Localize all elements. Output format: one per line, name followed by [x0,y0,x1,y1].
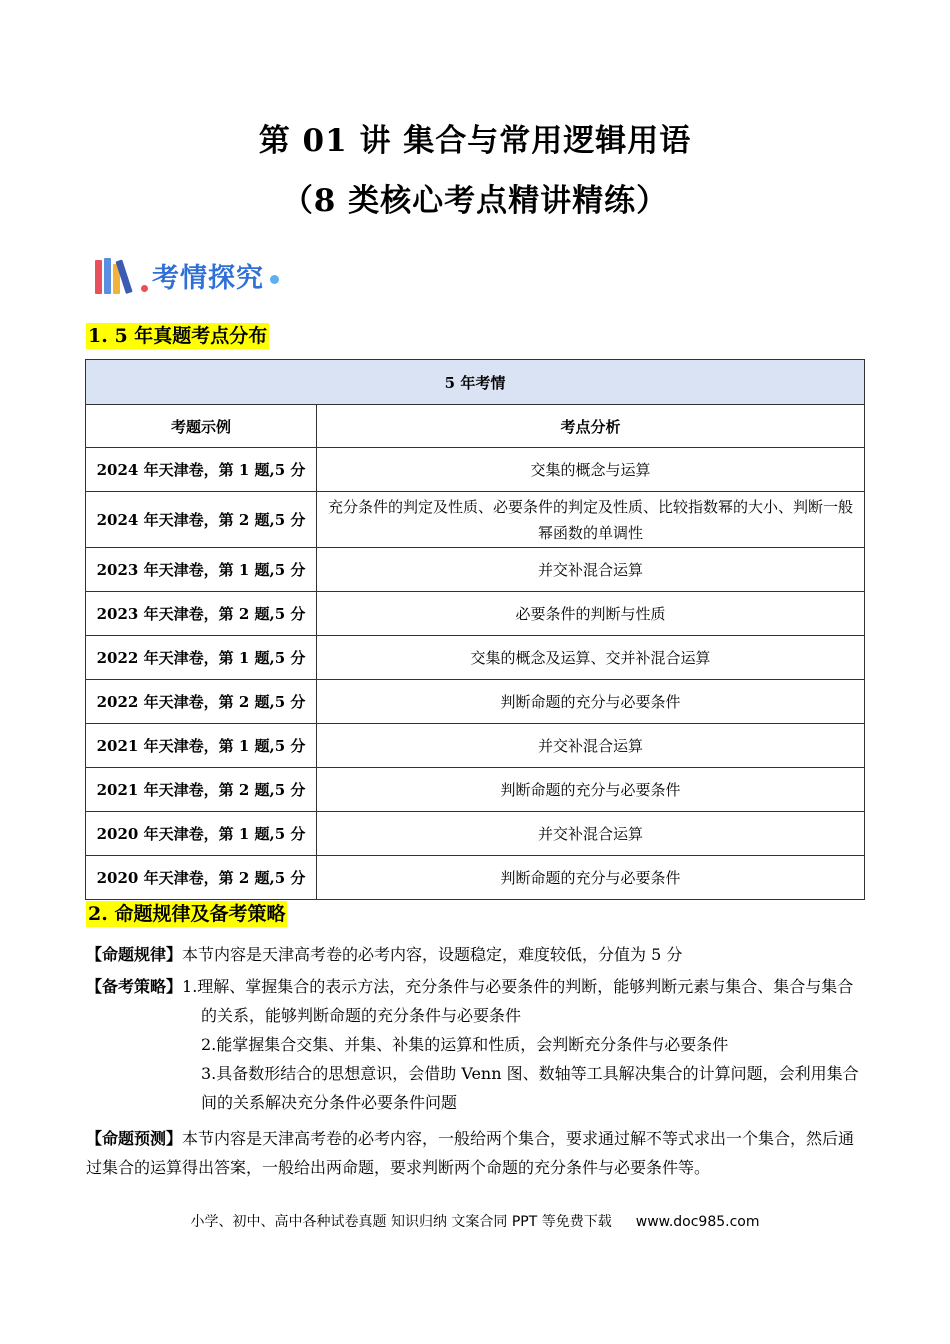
strategy-item: 3.具备数形结合的思想意识，会借助 Venn 图、数轴等工具解决集合的计算问题，会利用集合间的关系解决充分条件必要条件问题 [201,1064,859,1112]
footer-text: 小学、初中、高中各种试卷真题 知识归纳 文案合同 PPT 等免费下载 [190,1214,612,1230]
exam-cell: 2023 年天津卷，第 1 题,5 分 [86,548,317,592]
analysis-cell: 并交补混合运算 [317,724,865,768]
table-caption: 5 年考情 [86,360,865,405]
analysis-cell: 交集的概念及运算、交并补混合运算 [317,636,865,680]
banner-text: 考情探究 [152,262,264,294]
analysis-cell: 必要条件的判断与性质 [317,592,865,636]
exam-cell: 2020 年天津卷，第 1 题,5 分 [86,812,317,856]
column-header-analysis: 考点分析 [317,405,865,448]
analysis-cell: 并交补混合运算 [317,548,865,592]
forecast-text: 本节内容是天津高考卷的必考内容，一般给两个集合，要求通过解不等式求出一个集合，然后通过集合的运算得出答案，一般给出两命题，要求判断两个命题的充分条件与必要条件等。 [86,1129,855,1177]
rule-paragraph [86,940,866,969]
page-subtitle: （8 类核心考点精讲精练） [281,183,669,219]
exam-cell: 2022 年天津卷，第 1 题,5 分 [86,636,317,680]
analysis-cell: 判断命题的充分与必要条件 [317,856,865,900]
dot-icon [141,285,148,292]
table-row [86,812,865,856]
exam-table [85,359,865,900]
table-row [86,548,865,592]
analysis-cell: 交集的概念与运算 [317,448,865,492]
exam-cell: 2024 年天津卷，第 2 题,5 分 [86,492,317,548]
footer [0,1211,950,1231]
table-row [86,680,865,724]
exam-cell: 2020 年天津卷，第 2 题,5 分 [86,856,317,900]
dot-icon [270,275,279,284]
exam-cell: 2021 年天津卷，第 2 题,5 分 [86,768,317,812]
table-row [86,724,865,768]
footer-url[interactable]: www.doc985.com [635,1214,760,1230]
analysis-cell: 判断命题的充分与必要条件 [317,680,865,724]
strategy-item: 2.能掌握集合交集、并集、补集的运算和性质，会判断充分条件与必要条件 [201,1035,729,1054]
exam-cell: 2023 年天津卷，第 2 题,5 分 [86,592,317,636]
table-row [86,492,865,548]
strategy-label: 【备考策略】 [86,977,183,996]
table-row [86,448,865,492]
section-banner [95,254,279,296]
rule-label: 【命题规律】 [86,945,183,964]
section-heading-distribution: 1. 5 年真题考点分布 [88,325,268,347]
analysis-cell: 并交补混合运算 [317,812,865,856]
forecast-paragraph [86,1124,866,1182]
table-row [86,636,865,680]
books-icon [95,256,133,294]
page-title: 第 01 讲 集合与常用逻辑用语 [258,123,692,159]
strategy-item: 1.理解、掌握集合的表示方法，充分条件与必要条件的判断，能够判断元素与集合、集合与集合的关系，能够判断命题的充分条件与必要条件 [182,977,854,1025]
strategy-paragraph [86,972,866,1117]
table-row [86,856,865,900]
table-row [86,592,865,636]
exam-cell: 2022 年天津卷，第 2 题,5 分 [86,680,317,724]
exam-cell: 2021 年天津卷，第 1 题,5 分 [86,724,317,768]
section-heading-strategy: 2. 命题规律及备考策略 [88,903,286,925]
exam-cell: 2024 年天津卷，第 1 题,5 分 [86,448,317,492]
rule-text: 本节内容是天津高考卷的必考内容，设题稳定，难度较低，分值为 5 分 [182,945,683,964]
table-row [86,768,865,812]
analysis-cell: 充分条件的判定及性质、必要条件的判定及性质、比较指数幂的大小、判断一般幂函数的单调性 [317,492,865,548]
analysis-cell: 判断命题的充分与必要条件 [317,768,865,812]
column-header-exam: 考题示例 [86,405,317,448]
forecast-label: 【命题预测】 [86,1129,183,1148]
